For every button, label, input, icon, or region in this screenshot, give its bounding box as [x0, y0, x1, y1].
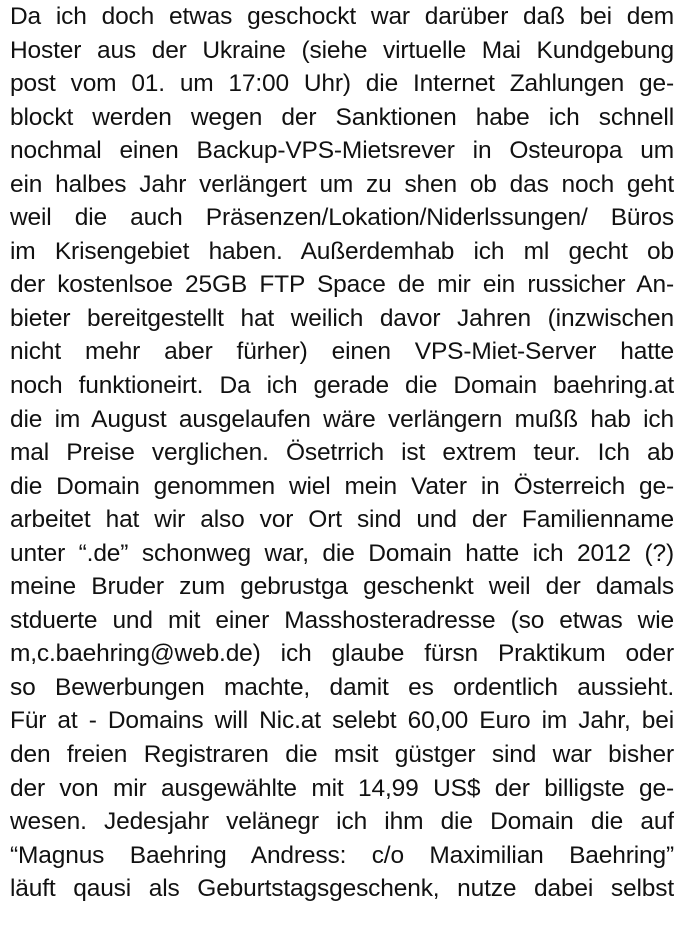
text-line: die im August ausgelaufen wäre verlängern mußß hab ich	[10, 405, 674, 433]
document-page	[10, 0, 674, 940]
text-line: Hoster aus der Ukraine (siehe virtuelle Mai Kundgebung	[10, 36, 674, 64]
text-line: meine Bruder zum gebrustga geschenkt weil der damals	[10, 573, 674, 601]
text-line: m,c.baehring@web.de) ich glaube fürsn Praktikum oder	[10, 640, 674, 668]
text-line: Da ich doch etwas geschockt war darüber daß bei dem	[10, 3, 674, 30]
text-line: nicht mehr aber fürher) einen VPS-Miet-Server hatte	[10, 338, 674, 366]
text-line: post vom 01. um 17:00 Uhr) die Internet Zahlungen ge-	[10, 70, 674, 98]
text-line: bieter bereitgestellt hat weilich davor Jahren (inzwischen	[10, 304, 674, 332]
text-line: mal Preise verglichen. Ösetrrich ist extrem teur. Ich ab	[10, 439, 674, 467]
text-line: blockt werden wegen der Sanktionen habe ich schnell	[10, 103, 674, 131]
text-line: Für at - Domains will Nic.at selebt 60,00 Euro im Jahr, bei	[10, 707, 674, 735]
text-line: stduerte und mit einer Masshosteradresse (so etwas wie	[10, 606, 674, 634]
text-line: so Bewerbungen machte, damit es ordentlich aussieht.	[10, 673, 674, 701]
text-line: “Magnus Baehring Andress: c/o Maximilian Baehring”	[10, 841, 674, 869]
text-line: noch funktioneirt. Da ich gerade die Domain baehring.at	[10, 372, 674, 400]
text-line: die Domain genommen wiel mein Vater in Österreich ge-	[10, 472, 674, 500]
text-line: arbeitet hat wir also vor Ort sind und der Familienname	[10, 506, 674, 534]
text-line: im Krisengebiet haben. Außerdemhab ich ml gecht ob	[10, 237, 674, 265]
text-line: den freien Registraren die msit güstger sind war bisher	[10, 741, 674, 769]
text-line: wesen. Jedesjahr velänegr ich ihm die Domain die auf	[10, 808, 674, 836]
text-line: der kostenlsoe 25GB FTP Space de mir ein russicher An-	[10, 271, 674, 299]
text-line: nochmal einen Backup-VPS-Mietsrever in Osteuropa um	[10, 137, 674, 165]
text-line: läuft qausi als Geburtstagsgeschenk, nutze dabei selbst	[10, 875, 674, 903]
text-line: ein halbes Jahr verlängert um zu shen ob das noch geht	[10, 170, 674, 198]
text-line: der von mir ausgewählte mit 14,99 US$ der billigste ge-	[10, 774, 674, 802]
text-line: unter “.de” schonweg war, die Domain hatte ich 2012 (?)	[10, 539, 674, 567]
text-line: weil die auch Präsenzen/Lokation/Niderlssungen/ Büros	[10, 204, 674, 232]
